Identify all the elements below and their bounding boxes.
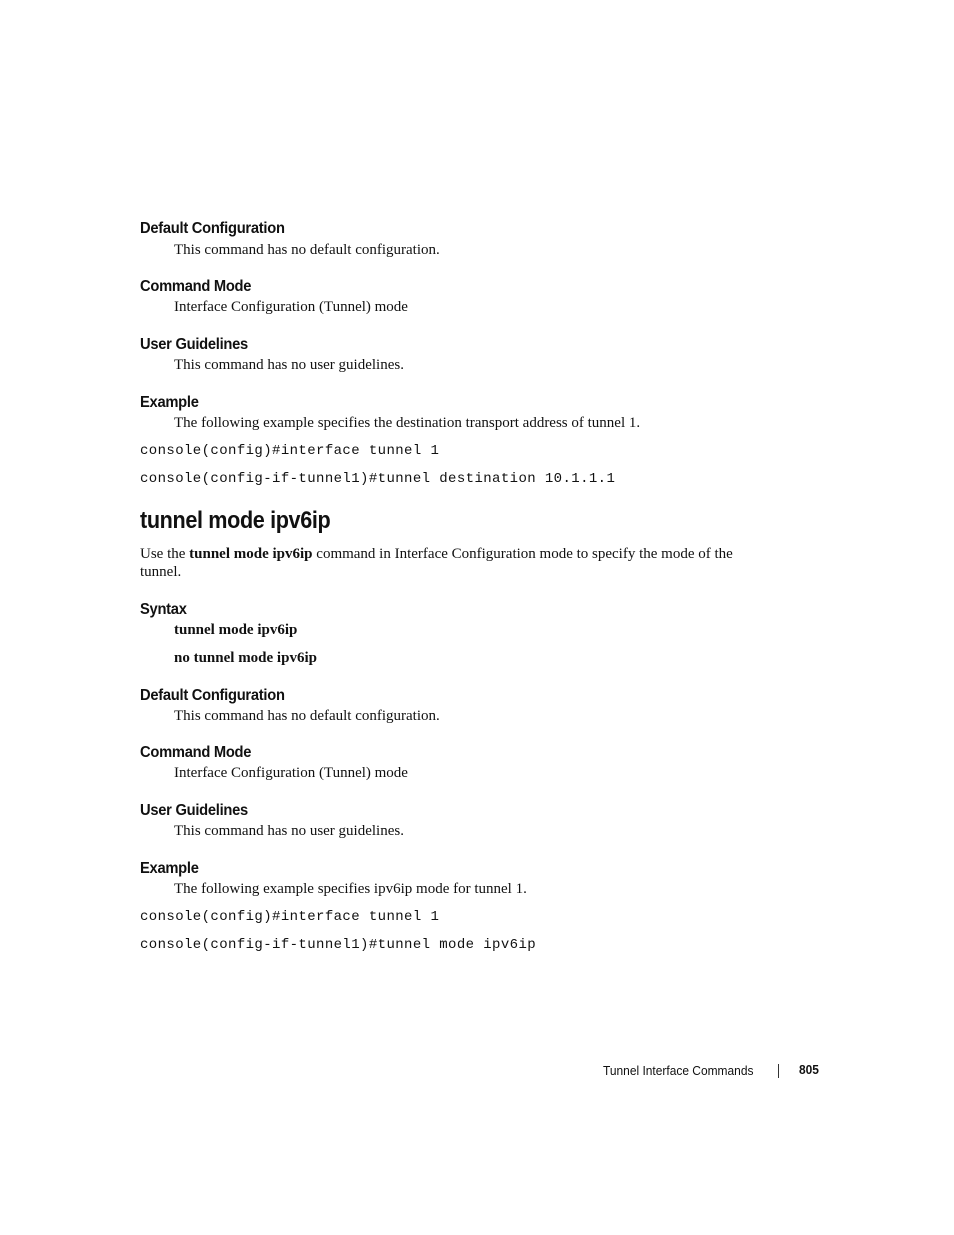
code-line: console(config-if-tunnel1)#tunnel mode ipv6ip <box>140 937 537 953</box>
command-mode-heading: Command Mode <box>140 278 252 295</box>
user-guidelines-heading: User Guidelines <box>140 336 248 353</box>
user-guidelines-text: This command has no user guidelines. <box>174 823 404 839</box>
code-line: console(config)#interface tunnel 1 <box>140 909 440 925</box>
command-title: tunnel mode ipv6ip <box>140 507 331 534</box>
example-heading: Example <box>140 860 199 877</box>
syntax-line: tunnel mode ipv6ip <box>174 622 298 638</box>
example-text: The following example specifies the destination transport address of tunnel 1. <box>174 415 641 431</box>
command-mode-heading: Command Mode <box>140 744 252 761</box>
example-heading: Example <box>140 394 199 411</box>
default-configuration-text: This command has no default configuration. <box>174 708 440 724</box>
default-configuration-text: This command has no default configuration. <box>174 242 440 258</box>
user-guidelines-text: This command has no user guidelines. <box>174 357 404 373</box>
syntax-heading: Syntax <box>140 601 187 618</box>
page-number: 805 <box>799 1062 819 1077</box>
user-guidelines-heading: User Guidelines <box>140 802 248 819</box>
default-configuration-heading: Default Configuration <box>140 220 285 237</box>
command-intro <box>140 545 760 581</box>
command-mode-text: Interface Configuration (Tunnel) mode <box>174 765 408 781</box>
example-text: The following example specifies ipv6ip mode for tunnel 1. <box>174 881 527 897</box>
intro-command-name: tunnel mode ipv6ip <box>189 546 313 562</box>
code-line: console(config)#interface tunnel 1 <box>140 443 440 459</box>
footer-separator <box>778 1064 779 1078</box>
intro-prefix: Use the <box>140 546 190 562</box>
syntax-line: no tunnel mode ipv6ip <box>174 650 317 666</box>
intro-suffix: command in Interface Configuration mode to specify the mode of the tunnel. <box>140 546 733 580</box>
footer-chapter-title: Tunnel Interface Commands <box>603 1063 754 1078</box>
code-line: console(config-if-tunnel1)#tunnel destination 10.1.1.1 <box>140 471 616 487</box>
command-mode-text: Interface Configuration (Tunnel) mode <box>174 299 408 315</box>
default-configuration-heading: Default Configuration <box>140 687 285 704</box>
